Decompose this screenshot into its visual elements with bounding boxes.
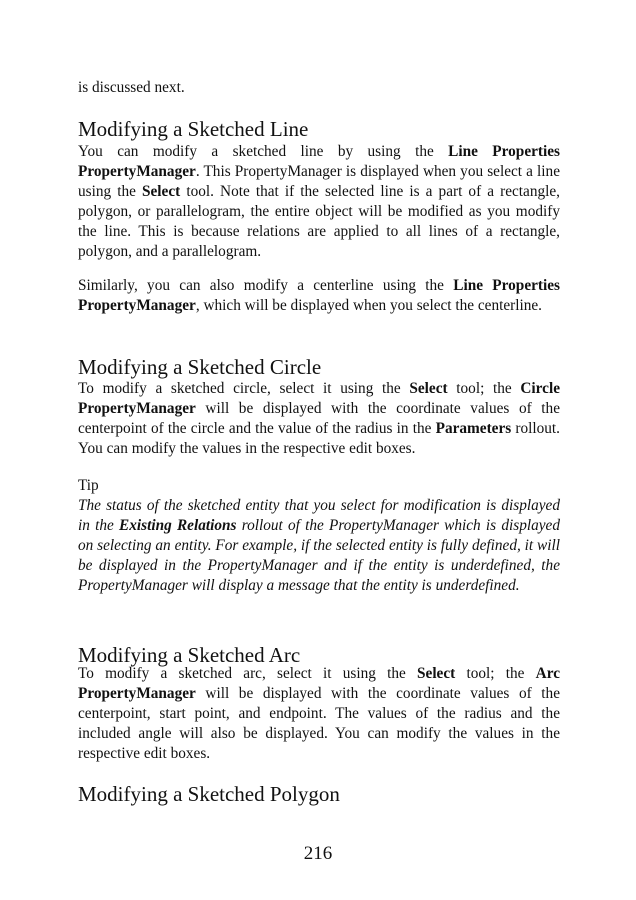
arc-paragraph — [78, 664, 560, 764]
text-run: tool. Note that if the selected line is a part of a rectangle, polygon, or parallelogram, the entire object will be modified as you modify the line. This is because relations are applied to all lines of a rectangle, polygon, and a parallelogram. — [78, 183, 560, 260]
text-run: To modify a sketched circle, select it using the — [78, 380, 410, 397]
bold-term: Select — [417, 665, 456, 682]
bold-term: Circle PropertyManager — [78, 380, 560, 417]
heading-sketched-polygon: Modifying a Sketched Polygon — [78, 782, 340, 806]
tip-paragraph — [78, 496, 560, 596]
bold-term: Line Properties PropertyManager — [78, 277, 560, 314]
bold-term: Arc PropertyManager — [78, 665, 560, 702]
text-run: rollout. You can modify the values in the respective edit boxes. — [78, 420, 560, 457]
heading-sketched-circle: Modifying a Sketched Circle — [78, 355, 322, 379]
page-number: 216 — [303, 843, 333, 864]
line-paragraph-1 — [78, 142, 560, 262]
text-run: , which will be displayed when you select the centerline. — [195, 297, 543, 314]
bold-term: Existing Relations — [119, 517, 237, 534]
text-run: Similarly, you can also modify a centerline using the — [78, 277, 454, 294]
text-run: rollout of the PropertyManager which is displayed on selecting an entity. For example, if the selected entity is fully defined, it will be displayed in the PropertyManager and if the entity is underdefined, the PropertyManager will display a message that the entity is underdefined. — [78, 517, 560, 594]
text-run: You can modify a sketched line by using the — [78, 143, 449, 160]
text-run: will be displayed with the coordinate values of the centerpoint of the circle and the value of the radius in the — [78, 400, 560, 437]
text-run: tool; the — [455, 665, 536, 682]
bold-term: Parameters — [435, 420, 512, 437]
line-paragraph-2 — [78, 276, 560, 316]
text-run: . This PropertyManager is displayed when you select a line using the — [78, 163, 560, 200]
text-run: will be displayed with the coordinate values of the centerpoint, start point, and endpoint. The values of the radius and the included angle will also be displayed. You can modify the values in the respective edit boxes. — [78, 685, 560, 762]
heading-sketched-arc: Modifying a Sketched Arc — [78, 643, 301, 667]
bold-term: Line Properties PropertyManager — [78, 143, 560, 180]
intro-paragraph — [78, 78, 560, 98]
bold-term: Select — [409, 380, 448, 397]
bold-term: Select — [142, 183, 181, 200]
text-run: tool; the — [447, 380, 521, 397]
text-run: is discussed next. — [78, 79, 185, 96]
circle-paragraph — [78, 379, 560, 459]
heading-sketched-line: Modifying a Sketched Line — [78, 117, 309, 141]
text-run: To modify a sketched arc, select it using the — [78, 665, 418, 682]
text-run: The status of the sketched entity that you select for modification is displayed in the — [78, 497, 560, 534]
tip-label: Tip — [78, 477, 99, 494]
